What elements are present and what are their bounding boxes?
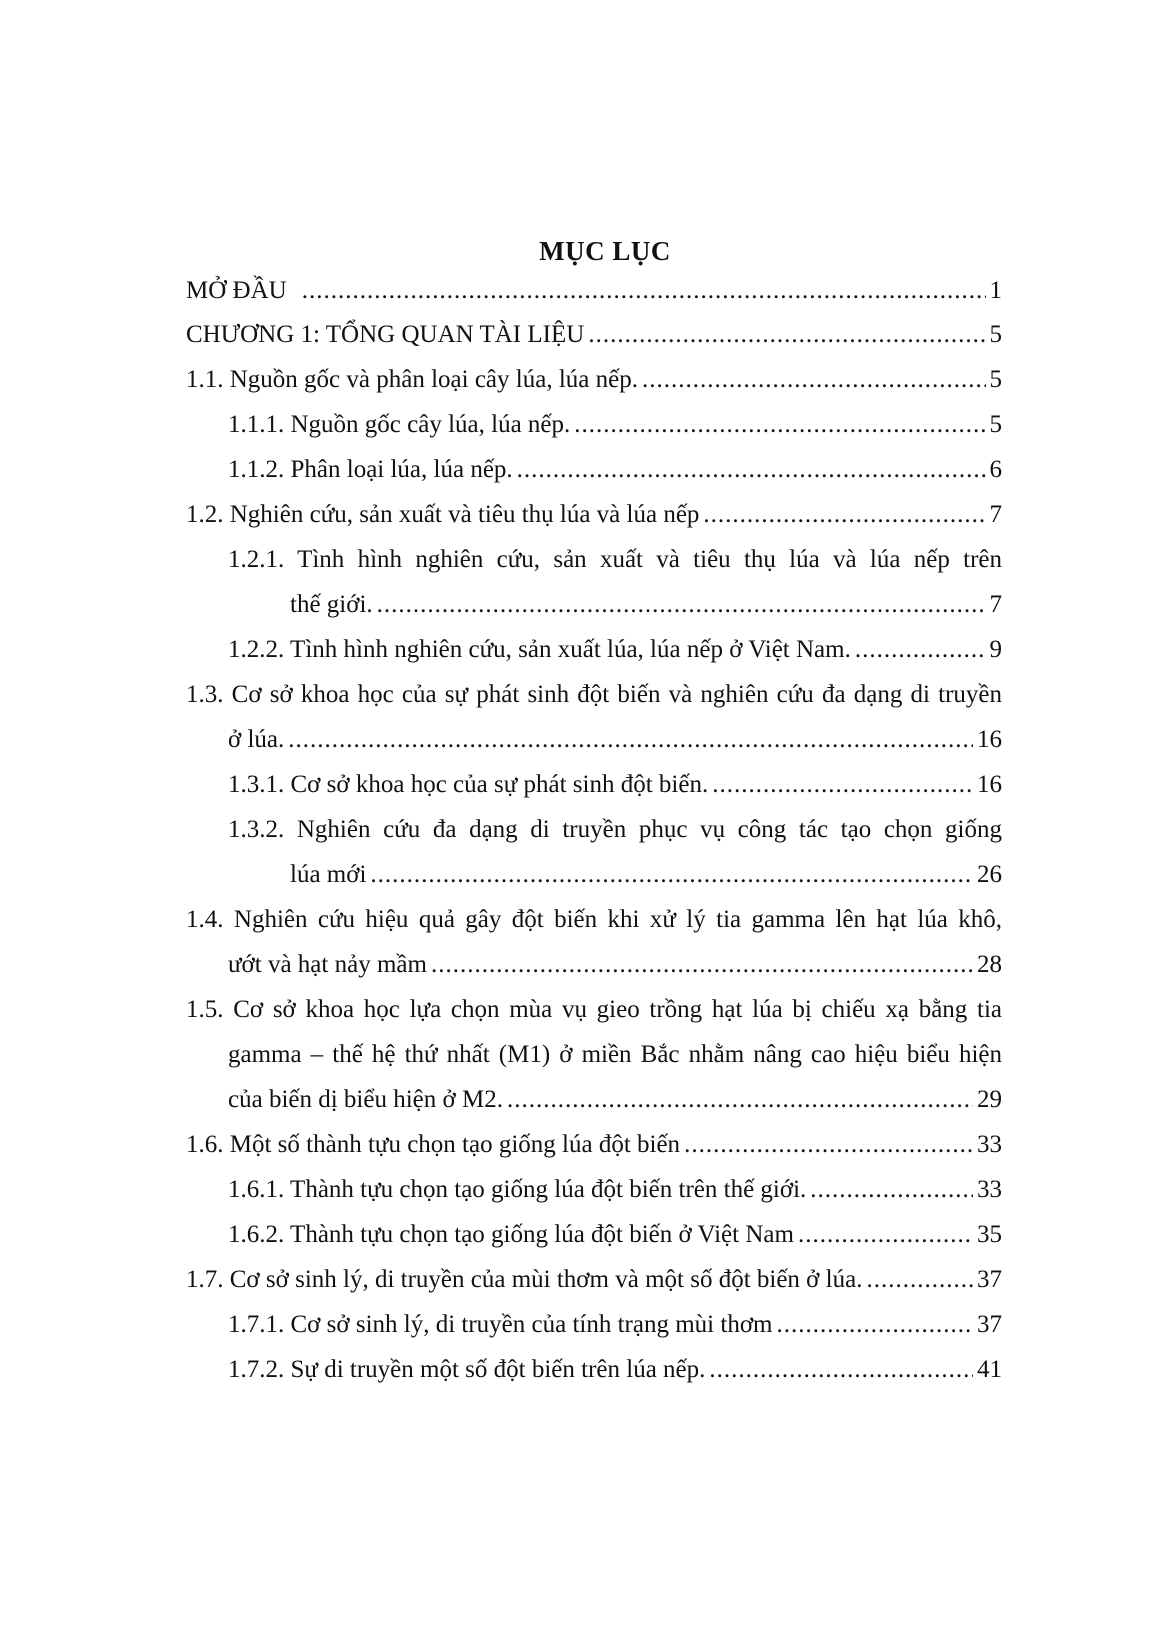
toc-entry[interactable] [228, 1310, 1002, 1340]
toc-page-number: 5 [989, 366, 1002, 393]
toc-page-number: 6 [989, 456, 1002, 483]
toc-entry-line[interactable] [186, 905, 1002, 935]
toc-entry-text: lúa mới [290, 861, 367, 888]
toc-page-number: 33 [977, 1131, 1002, 1158]
toc-entry-line[interactable] [228, 1040, 1002, 1070]
toc-entry-text: 1.6.2. Thành tựu chọn tạo giống lúa đột biến ở Việt Nam [228, 1221, 794, 1248]
toc-entry[interactable] [228, 1355, 1002, 1385]
toc-leader-dots [684, 1130, 973, 1160]
toc-leader-dots [642, 365, 986, 395]
toc-entry[interactable] [228, 1175, 1002, 1205]
toc-page-number: 29 [977, 1086, 1002, 1113]
toc-entry[interactable] [228, 455, 1002, 485]
toc-leader-dots [377, 590, 986, 620]
toc-entry-text: 1.6.1. Thành tựu chọn tạo giống lúa đột biến trên thế giới. [228, 1176, 807, 1203]
toc-entry-text: 1.6. Một số thành tựu chọn tạo giống lúa đột biến [186, 1131, 681, 1158]
toc-entry[interactable] [228, 410, 1002, 440]
toc-entry-continuation[interactable] [228, 950, 1002, 980]
toc-entry-text: 1.3.1. Cơ sở khoa học của sự phát sinh đột biến. [228, 771, 709, 798]
toc-entry[interactable] [228, 770, 1002, 800]
toc-entry[interactable] [186, 1130, 1002, 1160]
toc-entry-text: 1.2. Nghiên cứu, sản xuất và tiêu thụ lúa và lúa nếp [186, 501, 700, 528]
toc-page-number: 35 [977, 1221, 1002, 1248]
toc-entry-text: gamma – thế hệ thứ nhất (M1) ở miền Bắc nhằm nâng cao hiệu biểu hiện [228, 1041, 1002, 1068]
toc-page-number: 37 [977, 1266, 1002, 1293]
toc-page-number: 16 [977, 771, 1002, 798]
toc-entry-line[interactable] [186, 680, 1002, 710]
toc-title: MỤC LỤC [539, 236, 671, 266]
toc-entry-line[interactable] [186, 995, 1002, 1025]
toc-entry-continuation[interactable] [228, 725, 1002, 755]
toc-leader-dots [810, 1175, 973, 1205]
toc-entry-text: 1.4. Nghiên cứu hiệu quả gây đột biến khi xử lý tia gamma lên hạt lúa khô, [186, 906, 1002, 933]
toc-entry-text: 1.7.2. Sự di truyền một số đột biến trên lúa nếp. [228, 1356, 706, 1383]
toc-leader-dots [866, 1265, 973, 1295]
toc-entry-text: của biến dị biểu hiện ở M2. [228, 1086, 503, 1113]
toc-entry[interactable] [186, 320, 1002, 350]
toc-entry-continuation[interactable] [290, 860, 1002, 890]
toc-page-number: 9 [989, 636, 1002, 663]
toc-entry-line[interactable] [228, 815, 1002, 845]
toc-leader-dots [709, 1355, 973, 1385]
toc-leader-dots [776, 1310, 973, 1340]
toc-entry-text: 1.2.1. Tình hình nghiên cứu, sản xuất và tiêu thụ lúa và lúa nếp trên [228, 546, 1002, 573]
toc-page-number: 7 [989, 501, 1002, 528]
toc-entry-text: 1.1.1. Nguồn gốc cây lúa, lúa nếp. [228, 411, 571, 438]
toc-page-number: 5 [989, 321, 1002, 348]
toc-page-number: 37 [977, 1311, 1002, 1338]
toc-entry-text: 1.3.2. Nghiên cứu đa dạng di truyền phục vụ công tác tạo chọn giống [228, 816, 1002, 843]
toc-leader-dots [798, 1220, 973, 1250]
toc-page-number: 16 [977, 726, 1002, 753]
toc-entry-text: thế giới. [290, 591, 373, 618]
toc-page-number: 1 [989, 277, 1002, 304]
toc-leader-dots [431, 950, 973, 980]
toc-entry[interactable] [228, 1220, 1002, 1250]
toc-leader-dots [517, 455, 986, 485]
toc-page-number: 26 [977, 861, 1002, 888]
toc-entry-text: ở lúa. [228, 726, 285, 753]
toc-page-number: 5 [989, 411, 1002, 438]
toc-entry-text: 1.7.1. Cơ sở sinh lý, di truyền của tính trạng mùi thơm [228, 1311, 773, 1338]
toc-entry-line[interactable] [228, 545, 1002, 575]
toc-page-number: 7 [989, 591, 1002, 618]
toc-page-number: 28 [977, 951, 1002, 978]
toc-entry[interactable] [186, 365, 1002, 395]
toc-leader-dots [588, 320, 985, 350]
toc-entry-continuation[interactable] [290, 590, 1002, 620]
toc-leader-dots [370, 860, 973, 890]
toc-leader-dots [855, 635, 986, 665]
toc-leader-dots [302, 276, 986, 306]
toc-entry-text: 1.7. Cơ sở sinh lý, di truyền của mùi thơm và một số đột biến ở lúa. [186, 1266, 863, 1293]
toc-entry[interactable] [186, 500, 1002, 530]
toc-entry-text: 1.3. Cơ sở khoa học của sự phát sinh đột biến và nghiên cứu đa dạng di truyền [186, 681, 1002, 708]
toc-entry-text: 1.5. Cơ sở khoa học lựa chọn mùa vụ gieo trồng hạt lúa bị chiếu xạ bằng tia [186, 996, 1002, 1023]
toc-leader-dots [507, 1085, 973, 1115]
toc-entry-text: 1.2.2. Tình hình nghiên cứu, sản xuất lúa, lúa nếp ở Việt Nam. [228, 636, 851, 663]
toc-entry-text: 1.1.2. Phân loại lúa, lúa nếp. [228, 456, 513, 483]
toc-page-number: 41 [977, 1356, 1002, 1383]
toc-leader-dots [574, 410, 985, 440]
toc-entry-text: ướt và hạt nảy mầm [228, 951, 427, 978]
toc-page-number: 33 [977, 1176, 1002, 1203]
toc-entry[interactable] [228, 635, 1002, 665]
toc-leader-dots [288, 725, 973, 755]
toc-entry-text: CHƯƠNG 1: TỔNG QUAN TÀI LIỆU [186, 321, 585, 348]
toc-entry[interactable] [186, 1265, 1002, 1295]
toc-entry-text: MỞ ĐẦU [186, 277, 287, 304]
toc-leader-dots [703, 500, 985, 530]
toc-entry[interactable] [186, 276, 1002, 306]
toc-leader-dots [712, 770, 973, 800]
toc-entry-text: 1.1. Nguồn gốc và phân loại cây lúa, lúa nếp. [186, 366, 638, 393]
toc-entry-continuation[interactable] [228, 1085, 1002, 1115]
